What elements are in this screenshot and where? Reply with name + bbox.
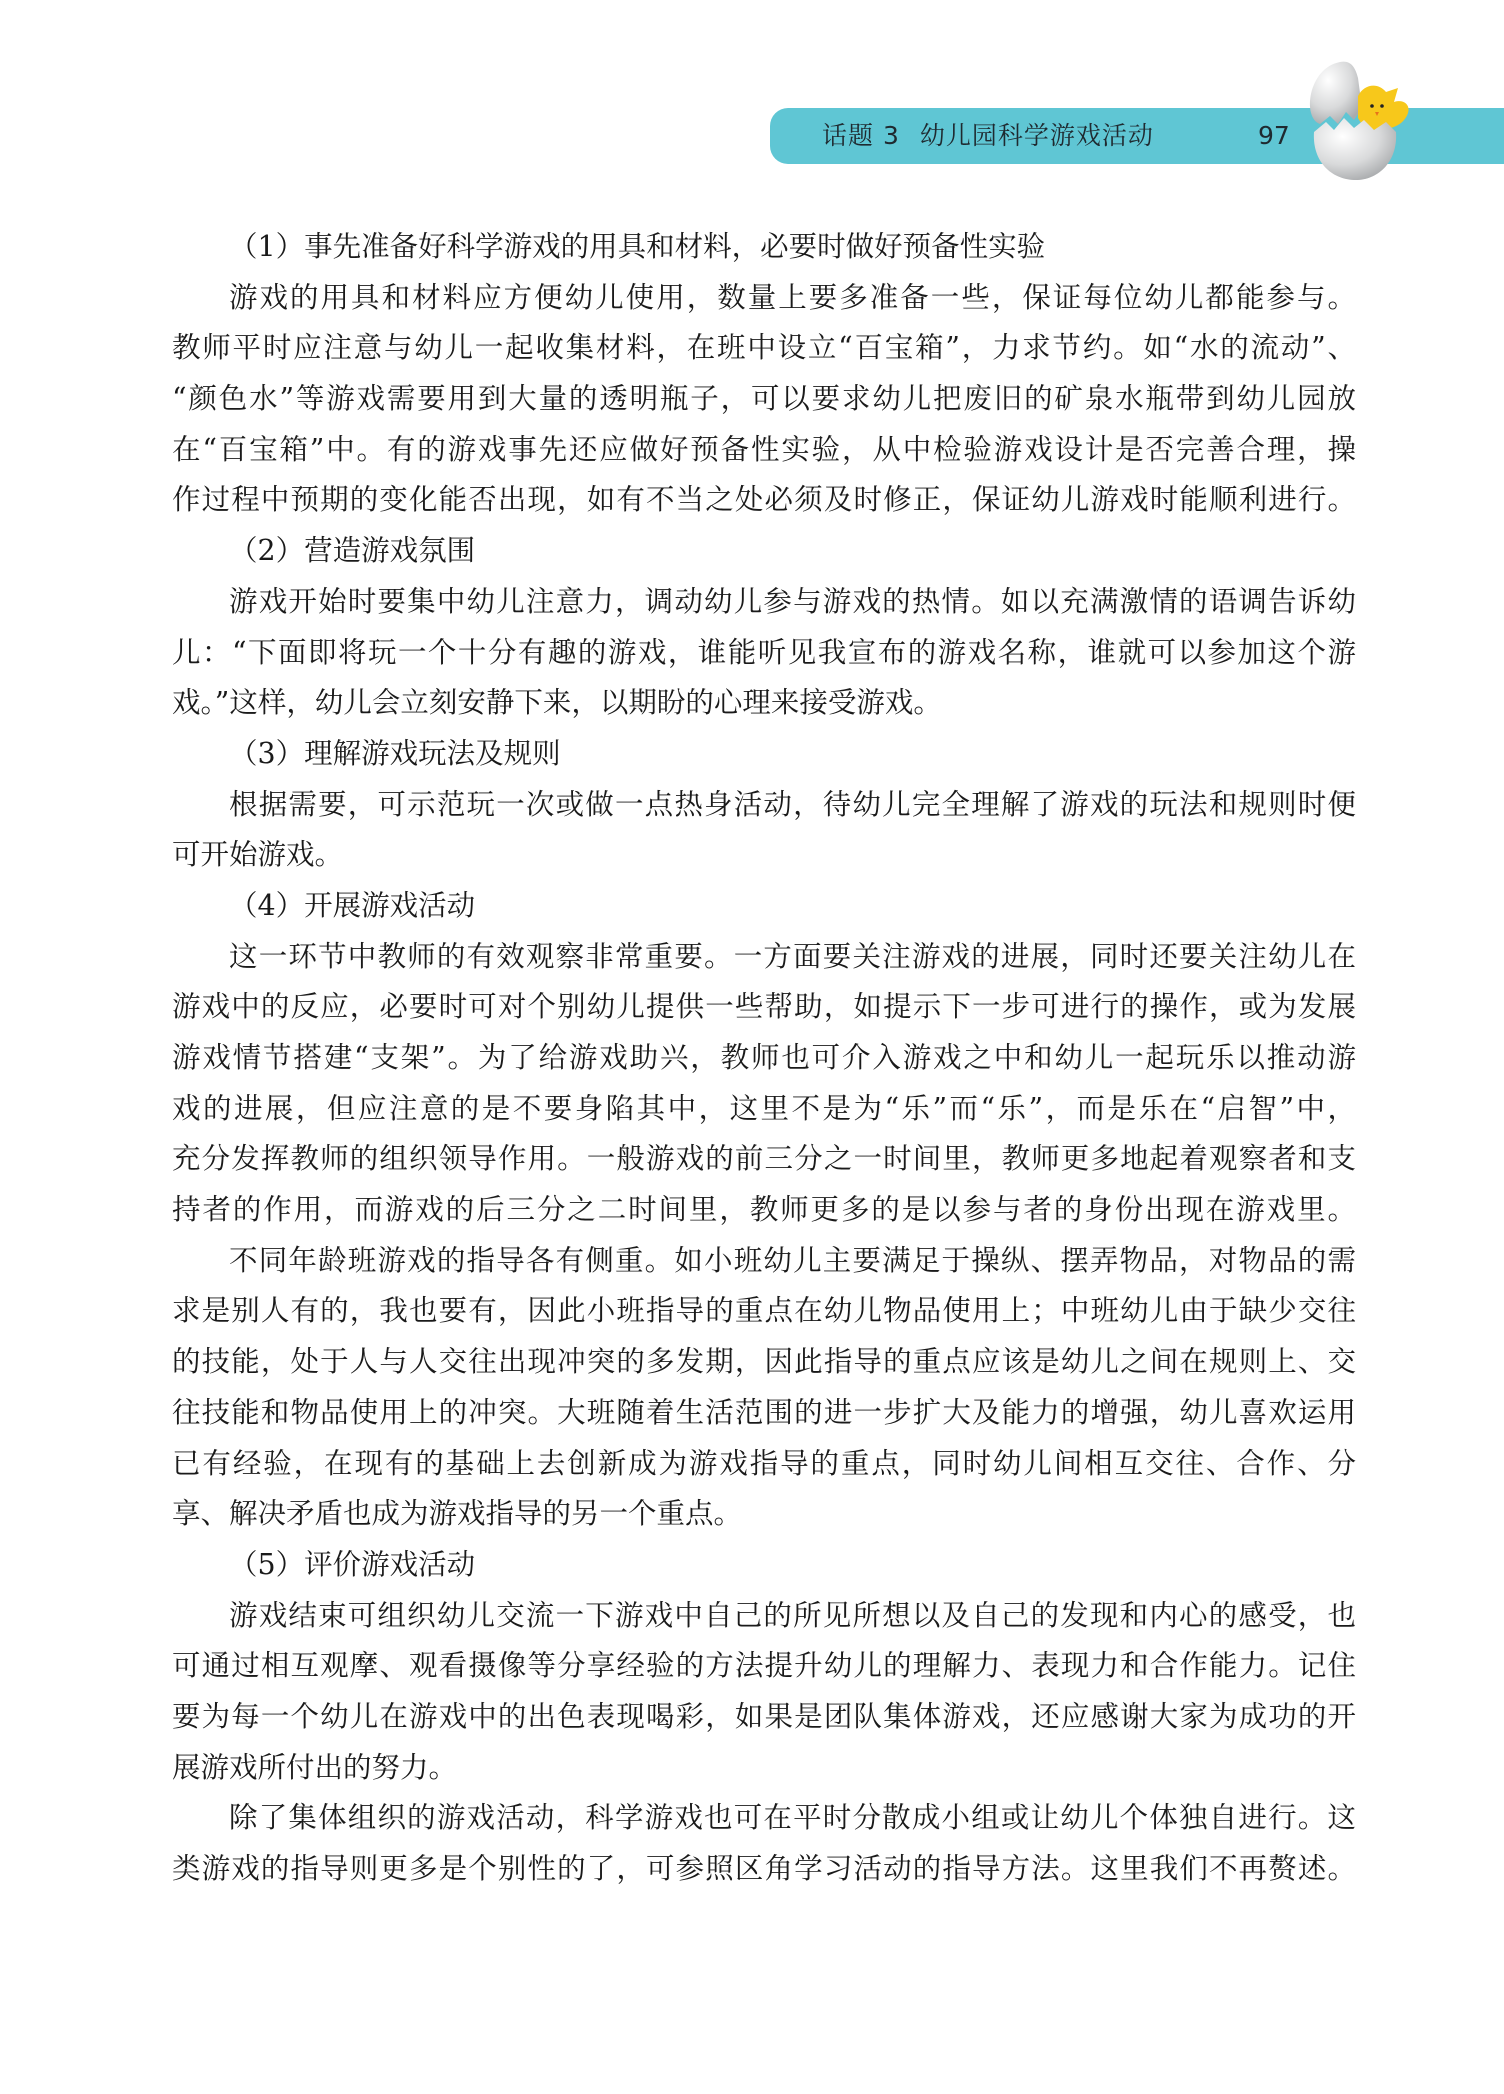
paragraph-line: 戏。”这样，幼儿会立刻安静下来，以期盼的心理来接受游戏。: [172, 686, 942, 720]
topic-label: 话题 3: [822, 121, 900, 150]
section-heading: （1）事先准备好科学游戏的用具和材料，必要时做好预备性实验: [229, 230, 1046, 263]
hatching-chick-icon: [1300, 58, 1420, 183]
paragraph-line: 游戏结束可组织幼儿交流一下游戏中自己的所见所想以及自己的发现和内心的感受，也: [229, 1598, 1356, 1632]
paragraph-line: “颜色水”等游戏需要用到大量的透明瓶子，可以要求幼儿把废旧的矿泉水瓶带到幼儿园放: [172, 382, 1356, 416]
paragraph-line: 在“百宝箱”中。有的游戏事先还应做好预备性实验，从中检验游戏设计是否完善合理，操: [172, 432, 1356, 466]
paragraph-line: 可开始游戏。: [172, 838, 344, 872]
paragraph-line: 游戏情节搭建“支架”。为了给游戏助兴，教师也可介入游戏之中和幼儿一起玩乐以推动游: [172, 1041, 1356, 1074]
section-heading: （3）理解游戏玩法及规则: [229, 736, 561, 770]
paragraph-line: 展游戏所付出的努力。: [172, 1750, 458, 1784]
paragraph-line: 除了集体组织的游戏活动，科学游戏也可在平时分散成小组或让幼儿个体独自进行。这: [229, 1801, 1356, 1835]
paragraph-line: 儿：“下面即将玩一个十分有趣的游戏，谁能听见我宣布的游戏名称，谁就可以参加这个游: [172, 635, 1356, 669]
page-number: 97: [1258, 121, 1290, 150]
section-heading: （4）开展游戏活动: [229, 888, 476, 922]
paragraph-line: 享、解决矛盾也成为游戏指导的另一个重点。: [172, 1497, 743, 1531]
page-body: [172, 222, 1356, 1895]
section-heading: （5）评价游戏活动: [229, 1547, 476, 1581]
paragraph-line: 游戏的用具和材料应方便幼儿使用，数量上要多准备一些，保证每位幼儿都能参与。: [229, 280, 1356, 314]
paragraph-line: 根据需要，可示范玩一次或做一点热身活动，待幼儿完全理解了游戏的玩法和规则时便: [229, 787, 1356, 821]
paragraph-line: 要为每一个幼儿在游戏中的出色表现喝彩，如果是团队集体游戏，还应感谢大家为成功的开: [172, 1699, 1356, 1733]
paragraph-line: 不同年龄班游戏的指导各有侧重。如小班幼儿主要满足于操纵、摆弄物品，对物品的需: [229, 1243, 1356, 1277]
paragraph-line: 游戏中的反应，必要时可对个别幼儿提供一些帮助，如提示下一步可进行的操作，或为发展: [172, 990, 1356, 1024]
paragraph-line: 教师平时应注意与幼儿一起收集材料，在班中设立“百宝箱”，力求节约。如“水的流动”、: [172, 331, 1356, 365]
paragraph-line: 这一环节中教师的有效观察非常重要。一方面要关注游戏的进展，同时还要关注幼儿在: [229, 939, 1356, 973]
section-heading: （2）营造游戏氛围: [229, 534, 476, 568]
paragraph-line: 已有经验，在现有的基础上去创新成为游戏指导的重点，同时幼儿间相互交往、合作、分: [172, 1446, 1356, 1480]
paragraph-line: 充分发挥教师的组织领导作用。一般游戏的前三分之一时间里，教师更多地起着观察者和支: [172, 1142, 1356, 1176]
chapter-title: [822, 108, 1174, 164]
paragraph-line: 持者的作用，而游戏的后三分之二时间里，教师更多的是以参与者的身份出现在游戏里。: [172, 1193, 1356, 1227]
paragraph-line: 戏的进展，但应注意的是不要身陷其中，这里不是为“乐”而“乐”，而是乐在“启智”中，: [172, 1091, 1356, 1125]
paragraph-line: 游戏开始时要集中幼儿注意力，调动幼儿参与游戏的热情。如以充满激情的语调告诉幼: [229, 584, 1356, 618]
paragraph-line: 往技能和物品使用上的冲突。大班随着生活范围的进一步扩大及能力的增强，幼儿喜欢运用: [172, 1395, 1356, 1429]
topic-title: 幼儿园科学游戏活动: [919, 121, 1154, 150]
paragraph-line: 求是别人有的，我也要有，因此小班指导的重点在幼儿物品使用上；中班幼儿由于缺少交往: [172, 1294, 1356, 1328]
paragraph-line: 可通过相互观摩、观看摄像等分享经验的方法提升幼儿的理解力、表现力和合作能力。记住: [172, 1649, 1356, 1683]
paragraph-line: 类游戏的指导则更多是个别性的了，可参照区角学习活动的指导方法。这里我们不再赘述。: [172, 1852, 1356, 1885]
paragraph-line: 作过程中预期的变化能否出现，如有不当之处必须及时修正，保证幼儿游戏时能顺利进行。: [172, 483, 1356, 517]
paragraph-line: 的技能，处于人与人交往出现冲突的多发期，因此指导的重点应该是幼儿之间在规则上、交: [172, 1345, 1356, 1379]
